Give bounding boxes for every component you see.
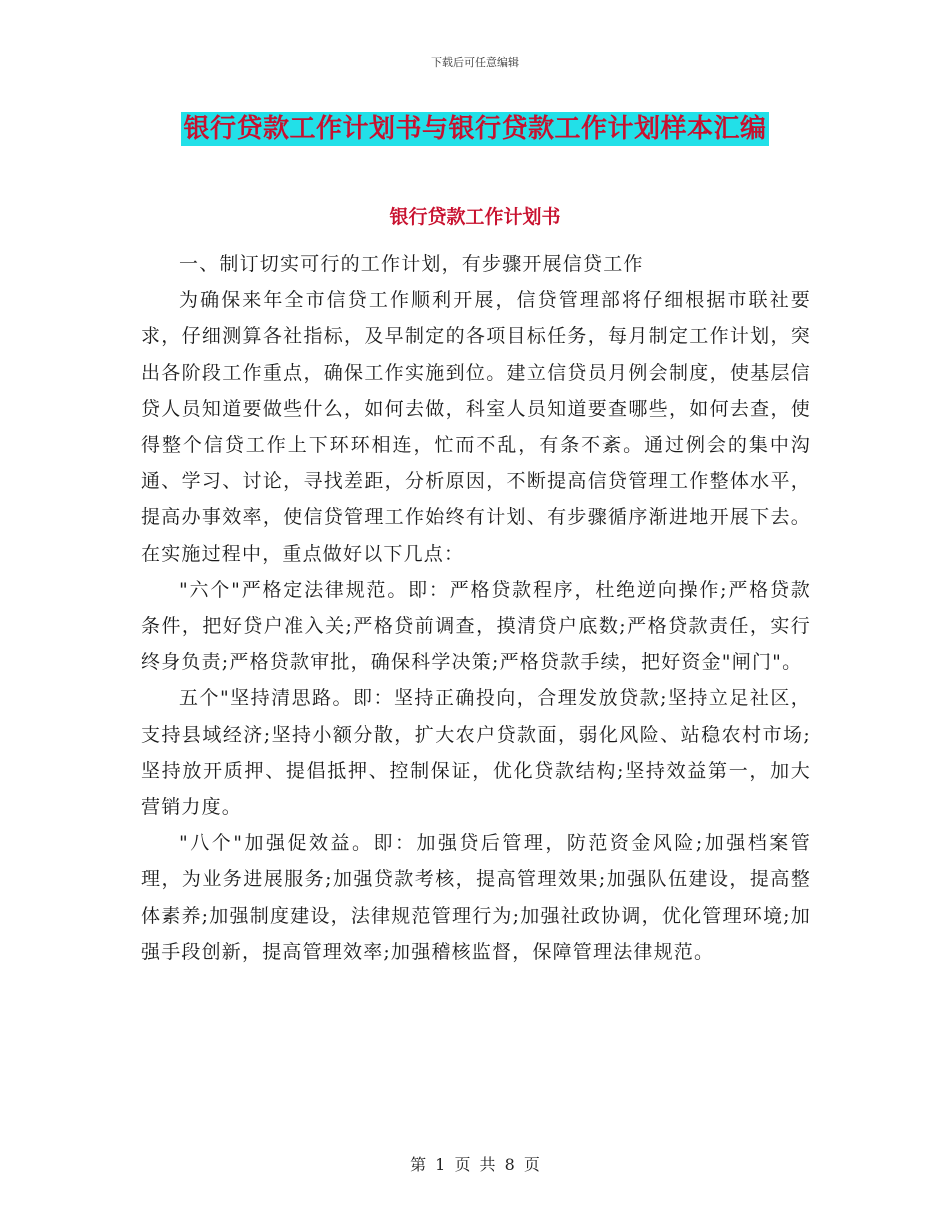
header-note: 下载后可任意编辑 — [431, 56, 519, 69]
main-title-wrap — [0, 112, 950, 146]
paragraph: 为确保来年全市信贷工作顺利开展，信贷管理部将仔细根据市联社要求，仔细测算各社指标，及早制定的各项目标任务，每月制定工作计划，突出各阶段工作重点，确保工作实施到位。建立信贷员月例会制度，使基层信贷人员知道要做些什么，如何去做，科室人员知道要查哪些，如何去查，使得整个信贷工作上下环环相连，忙而不乱，有条不紊。通过例会的集中沟通、学习、讨论，寻找差距，分析原因，不断提高信贷管理工作整体水平，提高办事效率，使信贷管理工作始终有计划、有步骤循序渐进地开展下去。在实施过程中，重点做好以下几点： — [141, 289, 811, 565]
document-body — [141, 246, 811, 970]
main-title: 银行贷款工作计划书与银行贷款工作计划样本汇编 — [183, 114, 767, 144]
paragraph: "八个"加强促效益。即：加强贷后管理，防范资金风险;加强档案管理，为业务进展服务;加强贷款考核，提高管理效果;加强队伍建设，提高整体素养;加强制度建设，法律规范管理行为;加强社政协调，优化管理环境;加强手段创新，提高管理效率;加强稽核监督，保障管理法律规范。 — [141, 832, 811, 963]
sub-title: 银行贷款工作计划书 — [389, 206, 561, 228]
paragraph: 五个"坚持清思路。即：坚持正确投向，合理发放贷款;坚持立足社区，支持县域经济;坚持小额分散，扩大农户贷款面，弱化风险、站稳农村市场;坚持放开质押、提倡抵押、控制保证，优化贷款结构;坚持效益第一，加大营销力度。 — [141, 687, 811, 819]
section-heading: 一、制订切实可行的工作计划，有步骤开展信贷工作 — [179, 253, 644, 275]
page-footer: 第 1 页 共 8 页 — [410, 1155, 540, 1174]
paragraph: "六个"严格定法律规范。即：严格贷款程序，杜绝逆向操作;严格贷款条件，把好贷户准入关;严格贷前调查，摸清贷户底数;严格贷款责任，实行终身负责;严格贷款审批，确保科学决策;严格贷款手续，把好资金"闸门"。 — [141, 578, 811, 674]
